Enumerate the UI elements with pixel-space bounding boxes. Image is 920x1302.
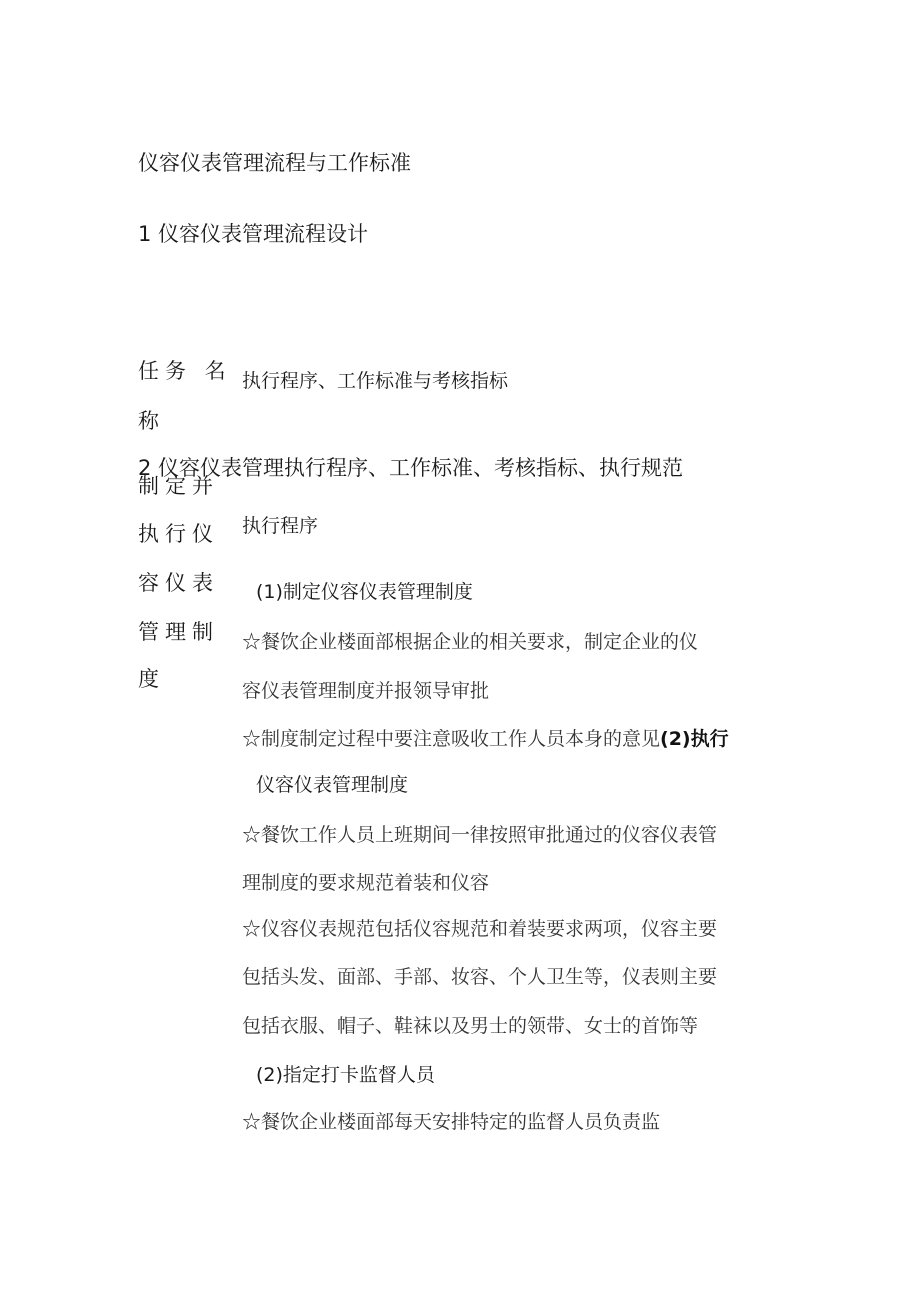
task-label-line-6: 管理制 [138, 620, 219, 644]
task-label-line-5: 容仪表 [138, 571, 219, 595]
document-title: 仪容仪表管理流程与工作标准 [138, 151, 411, 175]
step-2-number: (2)执行 [660, 728, 729, 750]
section-1-heading: 1 仪容仪表管理流程设计 [138, 222, 369, 246]
task-label-line-1: 任务 名 [138, 359, 232, 383]
step-1-para-1-line-2: 容仪表管理制度并报领导审批 [242, 680, 490, 702]
step-2-title: 仪容仪表管理制度 [256, 774, 409, 796]
step-2-para-2-line-2: 包括头发、面部、手部、妆容、个人卫生等，仪表则主要 [242, 966, 718, 988]
step-2-para-2-line-1: ☆仪容仪表规范包括仪容规范和着装要求两项，仪容主要 [242, 918, 718, 940]
task-label-line-4: 执行仪 [138, 522, 219, 546]
step-2-para-1-line-2: 理制度的要求规范着装和仪容 [242, 872, 490, 894]
task-label-line-3: 制定并 [138, 474, 219, 498]
step-1-para-1-line-1: ☆餐饮企业楼面部根据企业的相关要求，制定企业的仪 [242, 631, 699, 653]
exec-procedure-label: 执行程序 [242, 515, 319, 537]
task-label-line-2: 称 [138, 409, 165, 433]
step-1-title: (1)制定仪容仪表管理制度 [256, 581, 473, 603]
step-2-para-1-line-1: ☆餐饮工作人员上班期间一律按照审批通过的仪容仪表管 [242, 824, 718, 846]
column-header: 执行程序、工作标准与考核指标 [242, 370, 509, 392]
step-3-para-1-line-1: ☆餐饮企业楼面部每天安排特定的监督人员负责监 [242, 1111, 661, 1133]
step-2-para-2-line-3: 包括衣服、帽子、鞋袜以及男士的领带、女士的首饰等 [242, 1015, 699, 1037]
step-3-title: (2)指定打卡监督人员 [256, 1064, 435, 1086]
step-1-para-2-text: ☆制度制定过程中要注意吸收工作人员本身的意见 [242, 728, 661, 750]
step-1-para-2-line-1 [242, 724, 729, 751]
section-2-heading: 2 仪容仪表管理执行程序、工作标准、考核指标、执行规范 [138, 456, 684, 480]
task-label-line-7: 度 [138, 667, 165, 691]
